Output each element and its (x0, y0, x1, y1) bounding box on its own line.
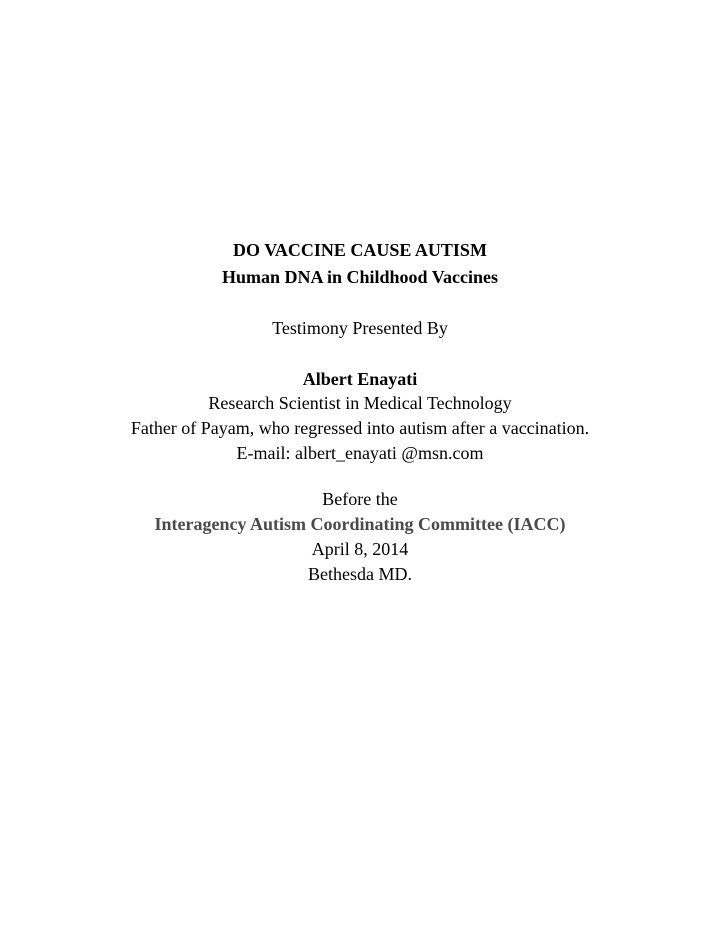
author-role: Research Scientist in Medical Technology (208, 393, 512, 413)
author-email: E-mail: albert_enayati @msn.com (236, 443, 484, 463)
testimony-location: Bethesda MD. (308, 564, 412, 584)
presented-by: Testimony Presented By (272, 318, 448, 338)
committee-line (0, 512, 720, 536)
title-line-2: Human DNA in Childhood Vaccines (221, 267, 499, 287)
committee-abbrev: (IACC) (507, 514, 566, 534)
before-the: Before the (322, 489, 398, 509)
title-line-1: DO VACCINE CAUSE AUTISM (233, 240, 487, 260)
author-name: Albert Enayati (302, 369, 418, 389)
committee-name: Interagency Autism Coordinating Committee (154, 514, 503, 534)
author-relation: Father of Payam, who regressed into autism after a vaccination. (130, 418, 590, 438)
testimony-date: April 8, 2014 (311, 539, 409, 559)
